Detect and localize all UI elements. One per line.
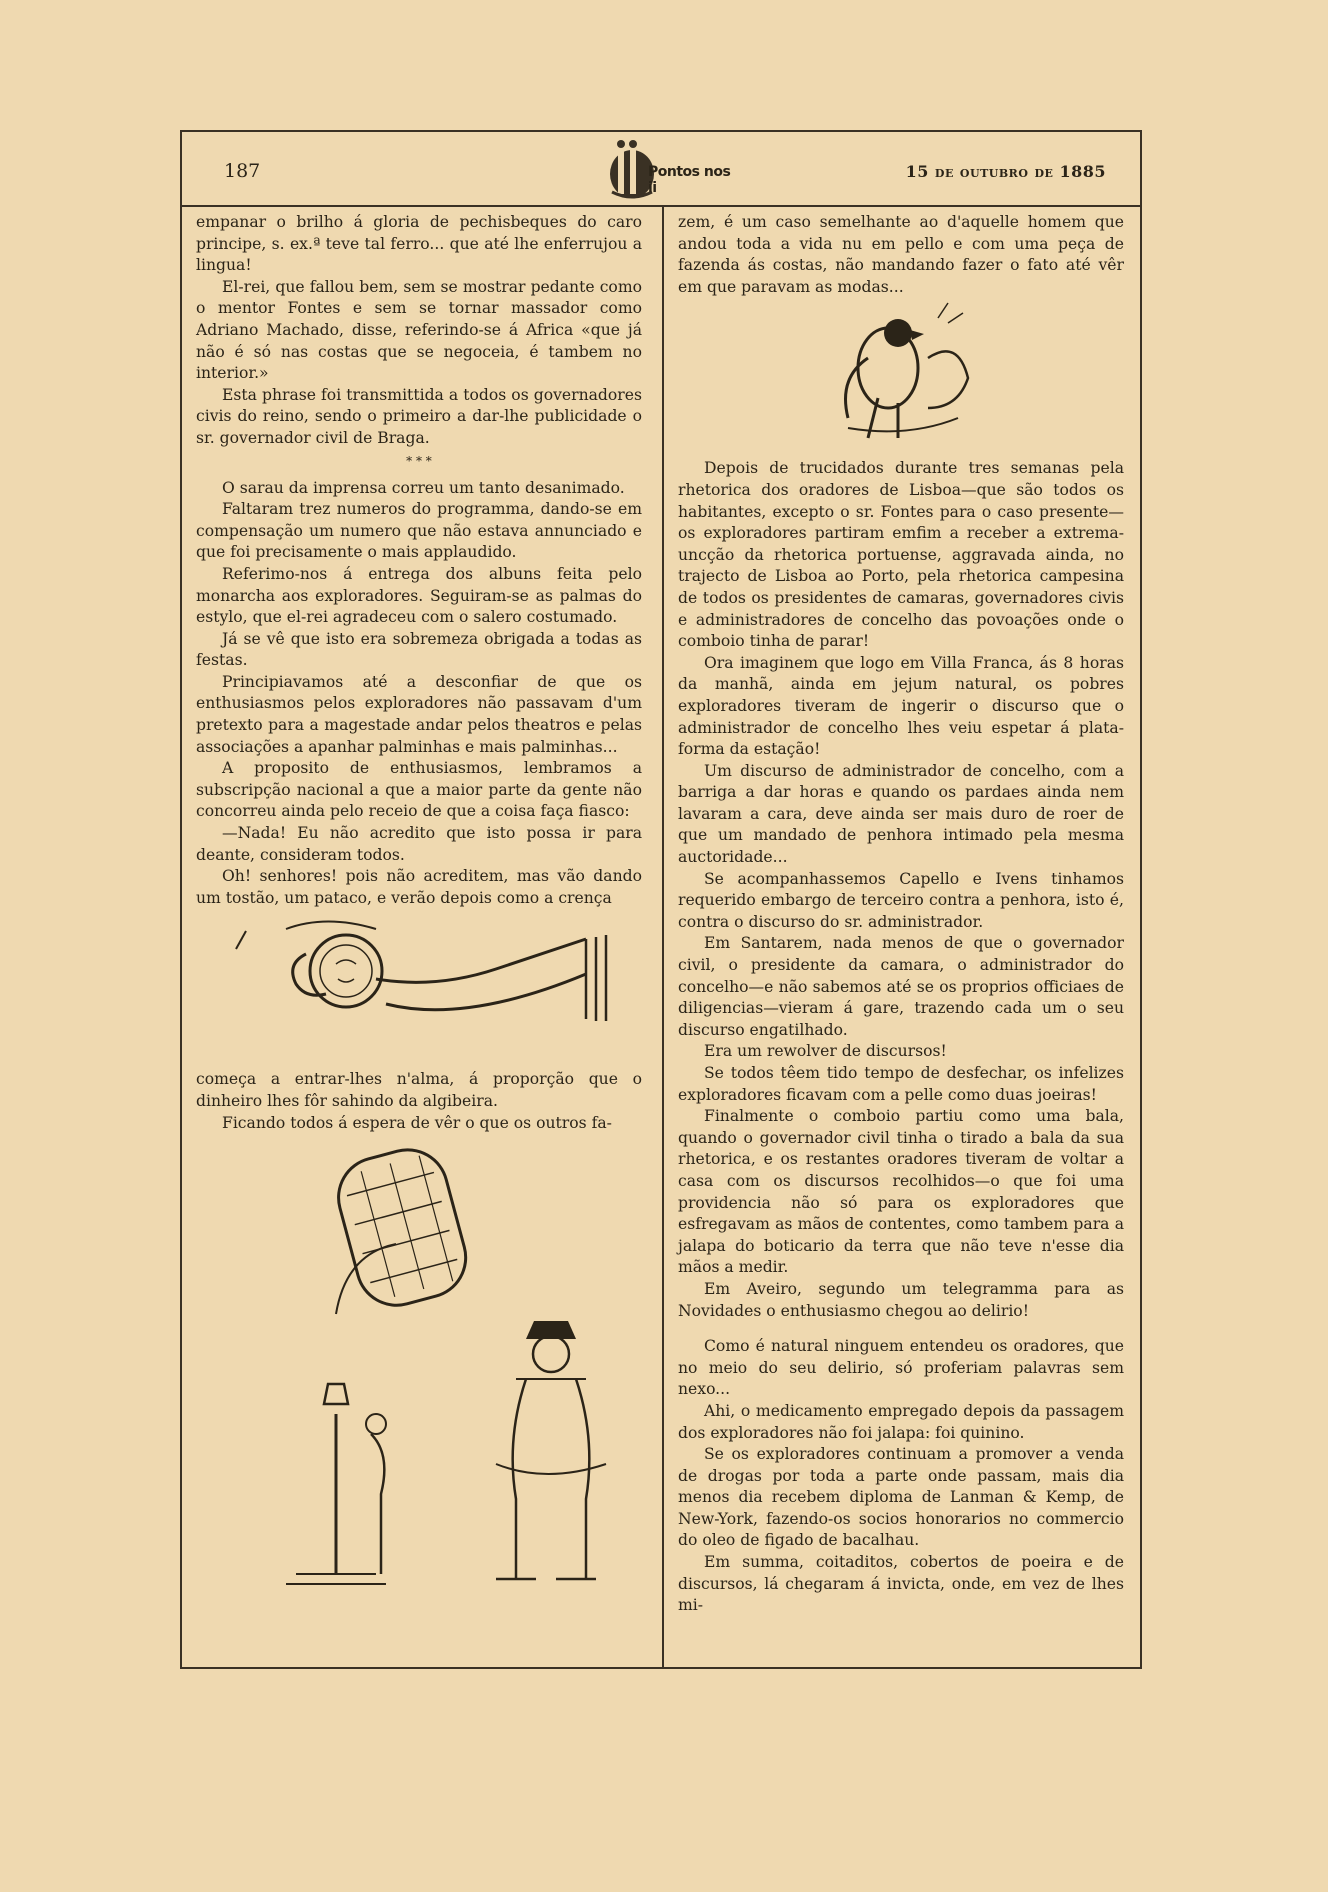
masthead-title: Pontos nos ii bbox=[648, 164, 731, 196]
article-paragraph: Faltaram trez numeros do programma, dando-se em compensação um numero que não estava annunciado e que foi precisamente o mais applaudido. bbox=[196, 500, 642, 562]
article-paragraph: A proposito de enthusiasmos, lembramos a subscripção nacional a que a maior parte da gente não concorreu ainda pelo receio de que a coisa faça fiasco: bbox=[196, 759, 642, 821]
article-paragraph: Se acompanhassemos Capello e Ivens tinhamos requerido embargo de terceiro contra a penhora, isto é, contra o discurso do sr. administrador. bbox=[678, 869, 1124, 931]
masthead-logo bbox=[592, 134, 742, 202]
illustration-street-scene bbox=[196, 1134, 642, 1594]
issue-date: 15 de outubro de 1885 bbox=[905, 162, 1106, 181]
article-paragraph: empanar o brilho á gloria de pechisbeques do caro principe, s. ex.ª teve tal ferro... que até lhe enferrujou a lingua! bbox=[196, 213, 642, 275]
article-paragraph: Era um rewolver de discursos! bbox=[704, 1042, 947, 1061]
article-paragraph: Como é natural ninguem entendeu os oradores, que no meio do seu delirio, só proferiam palavras sem nexo... bbox=[678, 1337, 1124, 1399]
section-separator: * * * bbox=[406, 453, 432, 468]
article-paragraph: zem, é um caso semelhante ao d'aquelle homem que andou toda a vida nu em pello e com uma peça de fazenda ás costas, não mandando fazer o fato até vêr em que paravam as modas... bbox=[678, 213, 1124, 296]
article-paragraph: Ficando todos á espera de vêr o que os outros fa- bbox=[222, 1113, 612, 1132]
page-frame bbox=[180, 130, 1142, 1669]
article-paragraph: Em Santarem, nada menos de que o governador civil, o presidente da camara, o administrador do concelho—e não sabemos até se os proprios officiaes de diligencias—vieram á gare, trazendo cada um o seu discurso engatilhado. bbox=[678, 934, 1124, 1039]
left-column bbox=[196, 212, 642, 1594]
article-paragraph: Referimo-nos á entrega dos albuns feita pelo monarcha aos exploradores. Seguiram-se as palmas do estylo, que el-rei agradeceu com o salero costumado. bbox=[196, 564, 642, 627]
illustration-hand-coin bbox=[196, 909, 642, 1069]
article-paragraph: O sarau da imprensa correu um tanto desanimado. bbox=[222, 478, 625, 497]
article-paragraph: Finalmente o comboio partiu como uma bala, quando o governador civil tinha o tirado a bala da sua rhetorica, e os restantes oradores tiveram de voltar a casa com os discursos recolhidos—o que foi uma providencia não só para os exploradores que esfregavam as mãos de contentes, como tambem para a jalapa do boticario da terra que não teve n'esse dia mãos a medir. bbox=[678, 1107, 1124, 1277]
page-header bbox=[182, 132, 1140, 207]
article-paragraph: —Nada! Eu não acredito que isto possa ir para deante, consideram todos. bbox=[196, 824, 642, 864]
page-number: 187 bbox=[224, 160, 261, 182]
right-column bbox=[678, 212, 1124, 1617]
article-paragraph: começa a entrar-lhes n'alma, á proporção que o dinheiro lhes fôr sahindo da algibeira. bbox=[196, 1070, 642, 1110]
article-paragraph: Em Aveiro, segundo um telegramma para as Novidades o enthusiasmo chegou ao delirio! bbox=[678, 1279, 1124, 1320]
illustration-bird bbox=[678, 298, 1124, 458]
article-paragraph: El-rei, que fallou bem, sem se mostrar pedante como o mentor Fontes e sem se tornar massador como Adriano Machado, disse, referindo-se á Africa «que já não é só nas costas que se negoceia, é tambem no interior.» bbox=[196, 277, 642, 383]
article-paragraph: Ahi, o medicamento empregado depois da passagem dos exploradores não foi jalapa: foi quinino. bbox=[678, 1401, 1124, 1442]
article-paragraph: Oh! senhores! pois não acreditem, mas vão dando um tostão, um pataco, e verão depois como a crença bbox=[196, 867, 642, 907]
article-paragraph: Em summa, coitaditos, cobertos de poeira e de discursos, lá chegaram á invicta, onde, em vez de lhes mi- bbox=[678, 1553, 1124, 1615]
article-paragraph: Ora imaginem que logo em Villa Franca, ás 8 horas da manhã, ainda em jejum natural, os pobres exploradores tiveram de ingerir o discurso que o administrador de concelho lhes veiu espetar á plata-forma da estação! bbox=[678, 653, 1124, 759]
column-divider bbox=[662, 205, 664, 1667]
article-paragraph: Se os exploradores continuam a promover a venda de drogas por toda a parte onde passam, mais dia menos dia recebem diploma de Lanman & Kemp, de New-York, fazendo-os socios honorarios no commercio do oleo de figado de bacalhau. bbox=[678, 1445, 1124, 1550]
article-paragraph: Esta phrase foi transmittida a todos os governadores civis do reino, sendo o primeiro a dar-lhe publicidade o sr. governador civil de Braga. bbox=[196, 385, 642, 447]
article-paragraph: Principiavamos até a desconfiar de que os enthusiasmos pelos exploradores não passavam d'um pretexto para a magestade andar pelos theatros e pelas associações a apanhar palminhas e mais palminhas... bbox=[196, 672, 642, 756]
article-paragraph: Já se vê que isto era sobremeza obrigada a todas as festas. bbox=[196, 629, 642, 670]
article-paragraph: Se todos têem tido tempo de desfechar, os infelizes exploradores ficavam com a pelle como duas joeiras! bbox=[678, 1064, 1124, 1104]
article-paragraph: Um discurso de administrador de concelho, com a barriga a dar horas e quando os pardaes ainda nem lavaram a cara, deve ainda ser mais duro de roer de que um mandado de penhora intimado pela mesma auctoridade... bbox=[678, 761, 1124, 867]
article-paragraph: Depois de trucidados durante tres semanas pela rhetorica dos oradores de Lisboa—que são todos os habitantes, excepto o sr. Fontes para o caso presente—os exploradores partiram emfim a receber a extrema-uncção da rhetorica portuense, aggravada ainda, no trajecto de Lisboa ao Porto, pela rhetorica campesina de todos os presidentes de camaras, governadores civis e administradores de concelho das povoações onde o comboio tinha de parar! bbox=[678, 459, 1124, 651]
